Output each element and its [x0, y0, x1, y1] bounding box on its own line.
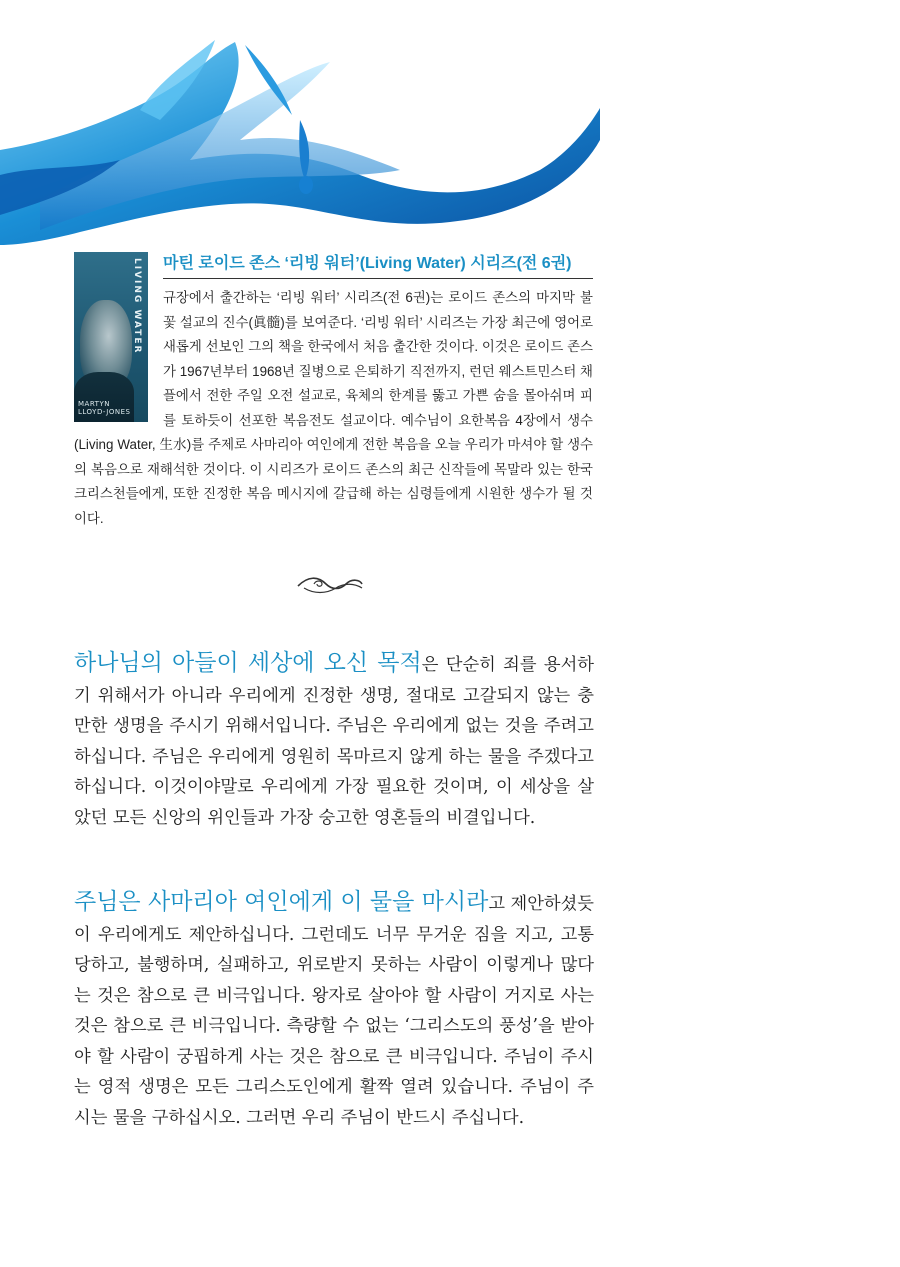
flourish-ornament: [296, 572, 366, 596]
title-divider: [163, 278, 593, 279]
series-description-block: [74, 286, 593, 531]
series-description: 규장에서 출간하는 ‘리빙 워터’ 시리즈(전 6권)는 로이드 존스의 마지막 불꽃 설교의 진수(眞髓)를 보여준다. ‘리빙 워터’ 시리즈는 가장 최근에 영어로 새롭게 선보인 그의 책을 한국에서 처음 출간한 것이다. 이것은 로이드 존스가 1967년부터 1968년 질병으로 은퇴하기 직전까지, 런던 웨스트민스터 채플에서 전한 주일 오전 설교로, 육체의 한계를 뚫고 가쁜 숨을 몰아쉬며 피를 토하듯이 선포한 복음전도 설교이다. 예수님이 요한복음 4장에서 생수(Living Water, 生水)를 주제로 사마리아 여인에게 전한 복음을 오늘 우리가 마셔야 할 생수의 복음으로 재해석한 것이다. 이 시리즈가 로이드 존스의 최근 신작들에 목말라 있는 한국 크리스천들에게, 또한 진정한 복음 메시지에 갈급해 하는 심령들에게 시원한 생수가 될 것이다.: [74, 290, 593, 526]
cover-author: MARTYN LLOYD-JONES: [78, 400, 131, 416]
cover-spine-title: LIVING WATER: [132, 258, 142, 355]
paragraph-1-body: 은 단순히 죄를 용서하기 위해서가 아니라 우리에게 진정한 생명, 절대로 고갈되지 않는 충만한 생명을 주시기 위해서입니다. 주님은 우리에게 없는 것을 주려고 하십니다. 주님은 우리에게 영원히 목마르지 않게 하는 물을 주겠다고 하십니다. 이것이야말로 우리에게 가장 필요한 것이며, 이 세상을 살았던 모든 신앙의 위인들과 가장 숭고한 영혼들의 비결입니다.: [74, 655, 594, 828]
paragraph-2: [74, 887, 594, 1133]
water-splash-illustration: [0, 0, 600, 245]
paragraph-2-body: 고 제안하셨듯이 우리에게도 제안하십니다. 그런데도 너무 무거운 짐을 지고, 고통당하고, 불행하며, 실패하고, 위로받지 못하는 사람이 이렇게나 많다는 것은 참으로 큰 비극입니다. 왕자로 살아야 할 사람이 거지로 사는 것은 참으로 큰 비극입니다. 측량할 수 없는 ‘그리스도의 풍성’을 받아야 할 사람이 궁핍하게 사는 것은 참으로 큰 비극입니다. 주님이 주시는 영적 생명은 모든 그리스도인에게 활짝 열려 있습니다. 주님이 주시는 물을 구하십시오. 그러면 우리 주님이 반드시 주십니다.: [74, 894, 594, 1128]
paragraph-1: [74, 648, 594, 833]
paragraph-1-lead: 하나님의 아들이 세상에 오신 목적: [74, 650, 422, 676]
paragraph-2-lead: 주님은 사마리아 여인에게 이 물을 마시라: [74, 889, 489, 915]
series-title: 마틴 로이드 존스 ‘리빙 워터’(Living Water) 시리즈(전 6권): [163, 255, 572, 272]
